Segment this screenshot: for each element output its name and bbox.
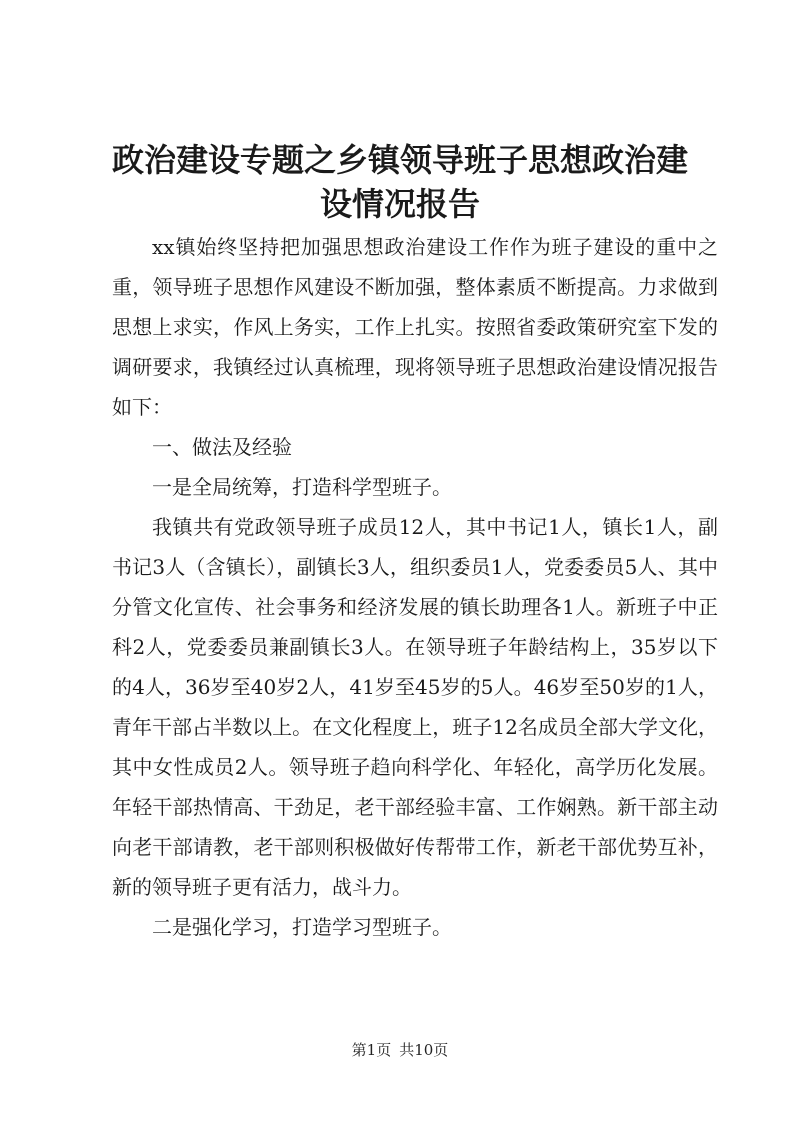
paragraph-intro: xx镇始终坚持把加强思想政治建设工作作为班子建设的重中之重，领导班子思想作风建设不断加强，整体素质不断提高。力求做到思想上求实，作风上务实，工作上扎实。按照省委政策研究室下发的调研要求，我镇经过认真梳理，现将领导班子思想政治建设情况报告如下：	[112, 235, 718, 419]
page-number: 第1页	[351, 1041, 392, 1059]
document-title: 政治建设专题之乡镇领导班子思想政治建设情况报告	[111, 141, 688, 223]
page-footer	[0, 1040, 800, 1060]
section-heading: 一、做法及经验	[152, 435, 292, 459]
document-body	[112, 227, 718, 947]
subsection-heading-2: 二是强化学习，打造学习型班子。	[152, 915, 452, 939]
page-total: 共10页	[399, 1041, 449, 1059]
subsection-heading-1: 一是全局统筹，打造科学型班子。	[152, 475, 452, 499]
paragraph-team-composition: 我镇共有党政领导班子成员12人，其中书记1人，镇长1人，副书记3人（含镇长），副镇长3人，组织委员1人，党委委员5人、其中分管文化宣传、社会事务和经济发展的镇长助理各1人。新班子中正科2人，党委委员兼副镇长3人。在领导班子年龄结构上，35岁以下的4人，36岁至40岁2人，41岁至45岁的5人。46岁至50岁的1人，青年干部占半数以上。在文化程度上，班子12名成员全部大学文化，其中女性成员2人。领导班子趋向科学化、年轻化，高学历化发展。年轻干部热情高、干劲足，老干部经验丰富、工作娴熟。新干部主动向老干部请教，老干部则积极做好传帮带工作，新老干部优势互补，新的领导班子更有活力，战斗力。	[112, 515, 718, 899]
